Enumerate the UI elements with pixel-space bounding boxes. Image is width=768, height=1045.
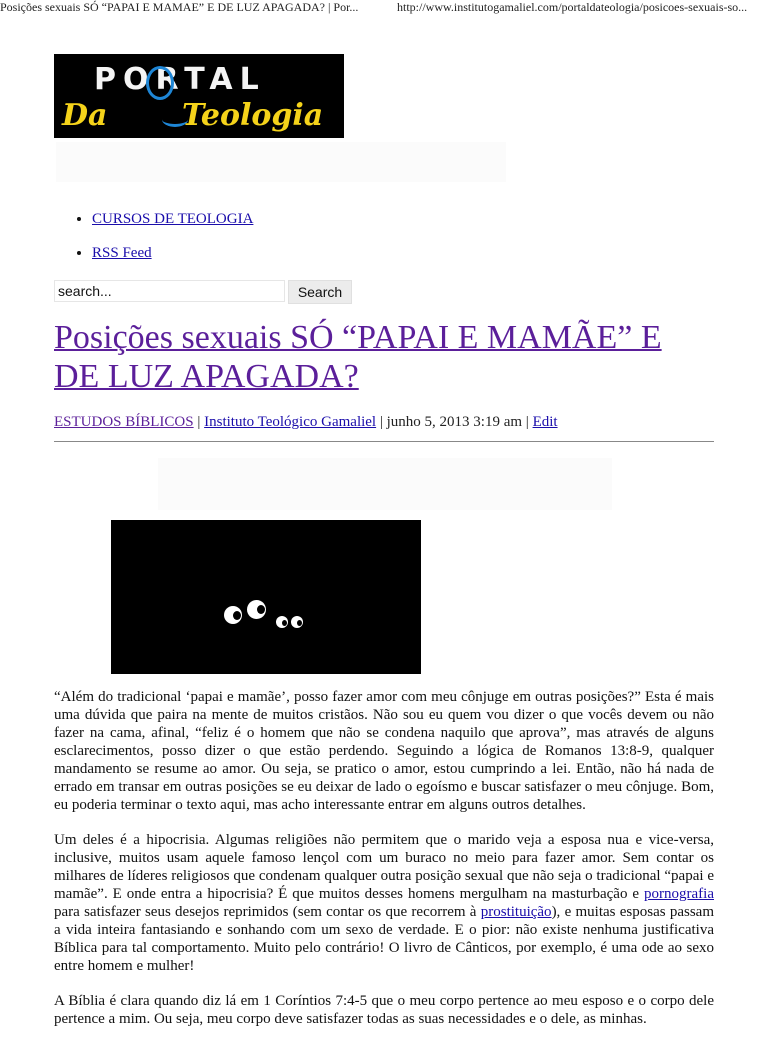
pupil <box>233 611 241 620</box>
eye-icon <box>247 600 266 619</box>
post-author-link[interactable]: Instituto Teológico Gamaliel <box>204 414 377 430</box>
logo-ring-icon <box>146 66 174 100</box>
nav-item-cursos <box>92 204 253 238</box>
title-divider <box>54 441 714 442</box>
post-meta <box>54 414 558 431</box>
nav-link-cursos[interactable]: CURSOS DE TEOLOGIA <box>92 211 254 227</box>
paragraph-2-text-a: Um deles é a hipocrisia. Algumas religiões não permitem que o marido veja a esposa nua e vice-versa, inclusive, muitos usam aquele famoso lençol com um buraco no meio para fazer amor. Sem contar os milhares de líderes religiosos que condenam qualquer outra posição sexual que não seja o tradicional “papai e mamãe”. E onde entra a hipocrisia? É que muitos desses homens mergulham na masturbação e <box>54 832 714 902</box>
print-header-title: Posições sexuais SÓ “PAPAI E MAMAE” E DE LUZ APAGADA? | Por... <box>0 0 359 14</box>
site-logo[interactable] <box>54 54 344 138</box>
meta-separator: | <box>522 414 533 430</box>
eye-icon <box>224 606 242 624</box>
nav-link-rss[interactable]: RSS Feed <box>92 245 152 261</box>
print-header <box>0 0 768 20</box>
nav-item-rss <box>92 238 253 272</box>
meta-separator: | <box>376 414 387 430</box>
post-category-link[interactable]: ESTUDOS BÍBLICOS <box>54 414 194 430</box>
eye-icon <box>276 616 288 628</box>
logo-text-teologia: Teologia <box>182 98 324 133</box>
print-header-url: http://www.institutogamaliel.com/portaldateologia/posicoes-sexuais-so... <box>397 0 748 14</box>
meta-separator: | <box>193 414 205 430</box>
search-input[interactable]: search... <box>54 280 285 302</box>
search-button[interactable]: Search <box>288 280 352 304</box>
pupil <box>257 605 265 614</box>
post-edit-link[interactable]: Edit <box>532 414 558 430</box>
link-prostituicao[interactable]: prostituição <box>480 904 552 920</box>
post-image-eyes-in-dark <box>111 520 421 674</box>
eye-icon <box>291 616 303 628</box>
logo-text-da: Da <box>62 98 108 133</box>
paragraph-3: A Bíblia é clara quando diz lá em 1 Coríntios 7:4-5 que o meu corpo pertence ao meu esposo e o corpo dele pertence a mim. Ou seja, meu corpo deve satisfazer todas as suas necessidades e o dele, as minhas. <box>54 993 714 1027</box>
paragraph-2 <box>54 831 714 975</box>
post-content <box>54 688 714 1045</box>
pupil <box>282 620 287 626</box>
link-pornografia[interactable]: pornografia <box>644 886 714 902</box>
post-title[interactable]: Posições sexuais SÓ “PAPAI E MAMÃE” E DE LUZ APAGADA? <box>54 319 662 395</box>
ad-placeholder-2 <box>158 458 612 510</box>
ad-placeholder <box>56 142 506 182</box>
logo-text-portal: PORTAL <box>94 62 266 97</box>
post-date: junho 5, 2013 3:19 am <box>386 414 523 430</box>
pupil <box>297 620 302 626</box>
paragraph-1: “Além do tradicional ‘papai e mamãe’, posso fazer amor com meu cônjuge em outras posições?” Esta é mais uma dúvida que paira na mente de muitos cristãos. Não sou eu quem vou dizer o que vocês devem ou não fazer na cama, afinal, “feliz é o homem que não se condena naquilo que aprova”, mas através de alguns esclarecimentos, posso dizer o que estão perdendo. Seguindo a lógica de Romanos 13:8-9, qualquer mandamento se resume ao amor. Ou seja, se pratico o amor, estou cumprindo a lei. Então, não há nada de errado em transar em outras posições se eu deixar de lado o egoísmo e buscar satisfazer o meu cônjuge. Bom, eu poderia terminar o texto aqui, mas acho interessante entrar em alguns outros detalhes. <box>54 689 714 813</box>
paragraph-2-text-b: para satisfazer seus desejos reprimidos (sem contar os que recorrem à <box>54 904 481 920</box>
main-nav <box>54 204 253 272</box>
paragraph-2-text-c: ), e muitas esposas passam a vida inteira fantasiando e sonhando com um sexo de verdade. E o pior: não existe nenhuma justificativa Bíblica para tal comportamento. Muito pelo contrário! O livro de Cânticos, por exemplo, é uma ode ao sexo entre homem e mulher! <box>54 904 714 974</box>
